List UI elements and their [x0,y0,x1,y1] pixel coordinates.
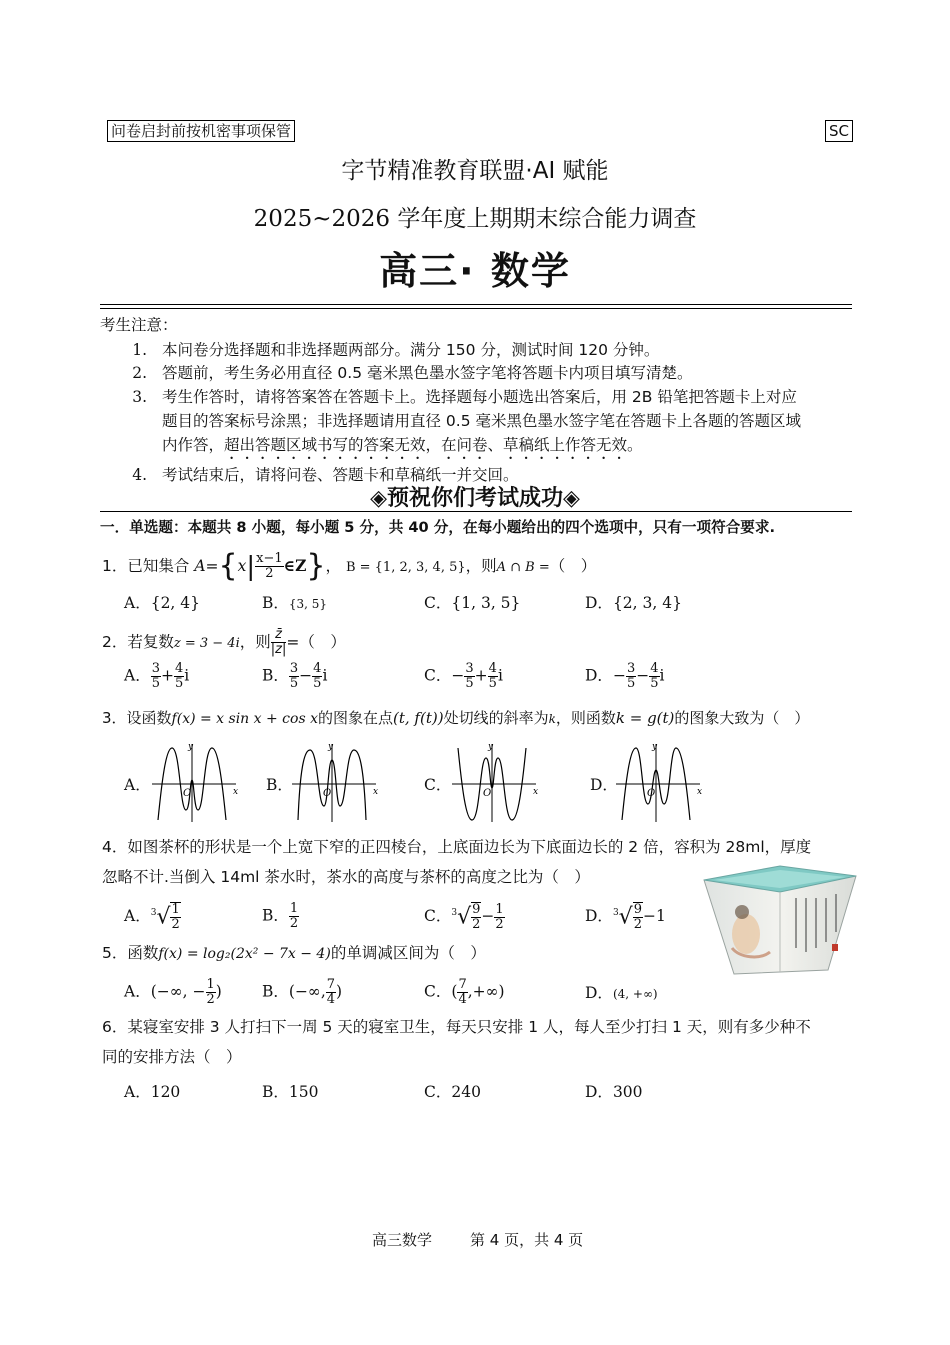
q2-option-a-n1: 3 [151,661,160,676]
q4-option-d-den: 2 [633,917,642,932]
q2-option-b-label: B． [262,666,289,685]
q2-stem [102,628,346,657]
q2-option-b-n1: 3 [289,661,299,676]
q5-option-d[interactable] [585,981,658,1003]
q4-option-a-label: A． [124,907,151,925]
blessing: ◈预祝你们考试成功◈ [370,486,580,511]
q4-option-c-num: 9 [472,902,481,917]
q5-option-b-label: B． [262,982,289,1001]
q6-option-c[interactable] [424,1080,481,1102]
q5-option-b-close: ) [336,982,343,1001]
note-text-3-plain: 内作答， [162,436,225,454]
q5-option-a-label: A． [124,982,151,1001]
q3-graph-c-x: x [533,787,539,797]
q5-option-c-close: ,+∞) [467,982,505,1001]
q4-option-c-den2: 2 [495,916,504,932]
q2-option-d-i: i [659,666,665,685]
q1-option-a[interactable] [124,591,200,613]
q4-stem-line2: 忽略不计.当倒入 14ml 茶水时，茶水的高度与茶杯的高度之比为（ ） [102,868,590,886]
q4-option-d-label: D． [585,907,613,925]
q4-option-b-label: B． [262,906,289,925]
q5-option-c-label: C． [424,982,452,1001]
q4-option-b-num: 1 [289,901,299,916]
q1-option-b-label: B． [262,594,289,612]
q2-option-b-op: − [299,666,313,685]
q1-option-a-value: {2, 4} [150,594,201,612]
q2-option-d-d2: 5 [650,676,659,691]
q1-option-d-value: {2, 3, 4} [612,594,682,612]
q4-option-d-num: 9 [633,902,642,917]
q4-option-c-root: 3 [451,907,458,918]
q5-option-c-num: 7 [458,977,467,992]
q3-graph-a-x: x [233,787,239,797]
q6-option-d-label: D． [585,1083,613,1101]
q5-option-a-den: 2 [206,992,215,1007]
subject-title: 高三· 数学 [379,249,571,293]
note-text-3-emphasis: 超出答题区域书写的答案无效，在问卷、草稿纸上作答无效。 [224,436,643,454]
q5-option-b-den: 4 [326,992,336,1007]
q2-option-b-i: i [322,666,328,685]
q2-option-d-label: D． [585,666,613,685]
q2-option-c-sign: − [451,666,465,685]
q1-set-a-x: x [237,557,247,575]
q5-func: f(x) = log₂(2x² − 7x − 4) [158,946,331,962]
secret-notice: 问卷启封前按机密事项保管 [107,120,295,142]
q3-tail: 的图象大致为（ ） [674,709,810,727]
q2-option-c-n1: 3 [465,661,474,676]
note-text-3-line2: 题目的答案标号涂黑；非选择题请用直径 0.5 毫米黑色墨水签字笔在答题卡上各题的答题区域 [162,412,802,430]
q2-z: z = 3 − 4i [173,636,240,651]
q3-option-c-label[interactable]: C． [424,776,452,794]
q5-prefix: 5．函数 [102,944,159,962]
q2-option-a[interactable] [124,662,189,691]
q2-option-c-i: i [497,666,503,685]
q4-option-d-tail: −1 [642,907,666,925]
q2-option-d[interactable] [585,662,664,691]
q1-mid: ，则 [465,557,497,575]
q2-option-b-d1: 5 [289,676,299,691]
q3-graph-d-x: x [697,787,703,797]
q4-option-c-den: 2 [472,917,481,932]
corner-code: SC [825,120,853,142]
q2-prefix: 2．若复数 [102,633,174,651]
q2-option-c-d2: 5 [488,676,497,691]
q3-func: f(x) = x sin x + cos x [171,711,318,727]
note-num-4: 4. [132,466,147,484]
note-num-3: 3. [132,388,147,406]
q2-option-c-d1: 5 [465,676,474,691]
q5-option-a-open: (−∞, − [150,982,206,1001]
q4-option-d[interactable]: D．$^3$√ $\frac{9}{2}$ −1 [585,902,666,932]
q3-kfunc: k = g(t) [615,709,675,727]
q1-option-c-label: C． [424,594,452,612]
q5-option-b-open: (−∞, [288,982,326,1001]
q1-prefix: 1．已知集合 [102,557,190,575]
q6-option-c-label: C． [424,1083,452,1101]
q5-option-a[interactable] [124,978,222,1007]
q6-option-b-label: B． [262,1083,289,1101]
q3-graph-a-origin: O [183,788,192,799]
q1-option-b-value: {3, 5} [288,597,328,611]
q1-expr: A ∩ B = [496,560,550,575]
q2-frac-den: |z| [270,642,287,657]
q6-option-d[interactable] [585,1080,643,1102]
q2-option-c-op: + [474,666,488,685]
footer-page: 第 4 页，共 4 页 [470,1231,584,1249]
q5-option-a-close: ) [215,982,222,1001]
q1-paren: （ ） [549,557,597,575]
q3-stem [102,707,809,730]
q3-option-d-label[interactable]: D． [590,776,618,794]
q2-option-a-d2: 5 [174,676,184,691]
q2-option-b-d2: 5 [313,676,322,691]
q5-tail: 的单调减区间为（ ） [330,944,486,962]
q2-option-c-n2: 4 [488,661,497,676]
q1-option-d[interactable] [585,591,682,613]
teacup-illustration [700,862,860,982]
q3-option-b-label[interactable]: B． [266,776,293,794]
q1-option-a-label: A． [124,594,151,612]
q1-set-a-num: x−1 [256,551,283,566]
q6-option-c-value: 240 [451,1083,481,1101]
note-num-2: 2. [132,364,147,382]
q2-option-b-n2: 4 [313,661,322,676]
q1-set-b: B = {1, 2, 3, 4, 5} [345,560,466,575]
q2-option-a-label: A． [124,666,151,685]
q2-option-d-n2: 4 [650,661,659,676]
q2-option-d-n1: 3 [626,661,636,676]
q3-mid3: ，则函数 [555,709,616,727]
q1-set-a-den: 2 [265,566,274,581]
note-num-1: 1. [132,341,147,359]
q4-option-b-den: 2 [289,916,299,931]
note-text-3-line1: 考生作答时，请将答案答在答题卡上。选择题每小题选出答案后，用 2B 铅笔把答题卡上对应 [162,388,797,406]
q3-graph-c-y: y [488,742,494,752]
q2-option-a-n2: 4 [174,661,184,676]
q2-mid: ，则 [239,633,271,651]
q4-option-a-den: 2 [171,917,180,932]
q4-option-d-root: 3 [612,907,619,918]
q3-option-a-label[interactable]: A． [124,776,151,794]
q2-option-a-i: i [184,666,190,685]
q4-option-c-num2: 1 [495,901,504,917]
q4-option-c-tail: − [481,907,495,925]
q4-option-a[interactable]: A．$^3$√ $\frac{1}{2}$ [124,902,180,932]
q5-option-c[interactable] [424,978,505,1007]
section-heading: 一．单选题：本题共 8 小题，每小题 5 分，共 40 分，在每小题给出的四个选项中，只有一项符合要求. [100,519,775,536]
q2-option-d-sign: − [612,666,626,685]
q3-graph-b-origin: O [323,788,332,799]
note-text-4: 考试结束后，请将问卷、答题卡和草稿纸一并交回。 [162,466,519,484]
q3-graph-a-y: y [188,742,194,752]
q3-graph-c[interactable] [448,740,540,824]
q3-graph-c-origin: O [483,788,492,799]
q4-stem-line1: 4．如图茶杯的形状是一个上宽下窄的正四棱台，上底面边长为下底面边长的 2 倍，容积为 28ml，厚度 [102,838,812,856]
q3-mid1: 的图象在点 [317,709,393,727]
q3-mid2: 处切线的斜率为 [443,709,549,727]
footer-subject: 高三数学 [372,1231,433,1249]
q2-frac-num: z̄ [271,628,287,643]
q2-option-c-label: C． [424,666,452,685]
q1-option-d-label: D． [585,594,613,612]
note-text-1: 本问卷分选择题和非选择题两部分。满分 150 分，测试时间 120 分钟。 [162,341,660,359]
q1-set-a-var: A [194,557,206,575]
header-rule-bottom [100,308,852,309]
q5-option-d-text: (4, +∞) [612,987,658,1001]
q1-stem: 1．已知集合 A={x| $\frac{x-1}{2}$ ∈Z}， B = {1, 2, 3, 4, 5}，则A ∩ B =（ ） [102,548,597,584]
q3-k: k [548,712,556,726]
q3-graph-b-y: y [328,742,334,752]
q5-option-c-open: ( [451,982,458,1001]
q4-option-c[interactable]: C．$^3$√ $\frac{9}{2}$ − $\frac{1}{2}$ [424,901,504,932]
q6-option-a[interactable] [124,1080,180,1102]
q4-option-c-label: C． [424,907,452,925]
q2-option-b[interactable] [262,662,327,691]
q6-option-a-label: A． [124,1083,151,1101]
note-text-3-line3 [162,434,643,463]
q3-graph-a[interactable] [148,740,240,824]
q4-option-a-num: 1 [171,902,180,917]
section-rule [100,511,852,512]
q1-set-a-tail: ∈Z [283,556,307,575]
q6-option-b-value: 150 [288,1083,319,1101]
org-title: 字节精准教育联盟·AI 赋能 [341,158,609,184]
header-rule-top [100,304,852,305]
q2-option-a-d1: 5 [151,676,160,691]
q5-option-b-num: 7 [326,977,336,992]
q1-option-b[interactable] [262,591,327,613]
q2-option-a-op: + [160,666,174,685]
q6-option-a-value: 120 [150,1083,181,1101]
q3-prefix: 3．设函数 [102,709,172,727]
q6-option-d-value: 300 [612,1083,643,1101]
q5-option-a-num: 1 [206,977,215,992]
q1-option-c[interactable] [424,591,520,613]
q3-graph-d-y: y [652,742,658,752]
q3-graph-d[interactable] [612,740,704,824]
q3-graph-d-origin: O [647,788,656,799]
q2-option-d-d1: 5 [626,676,636,691]
q6-option-b[interactable] [262,1080,318,1102]
q5-stem [102,942,486,965]
q5-option-d-label: D． [585,984,613,1002]
q2-tail: =（ ） [286,633,346,651]
q3-graph-b[interactable] [288,740,380,824]
notes-heading: 考生注意： [100,316,178,334]
q4-option-a-root: 3 [150,907,157,918]
q3-point: (t, f(t)) [393,709,444,727]
q5-option-c-den: 4 [458,992,467,1007]
q2-option-d-op: − [636,666,650,685]
q6-stem-line1: 6．某寝室安排 3 人打扫下一周 5 天的寝室卫生，每天只安排 1 人，每人至少打扫 1 天，则有多少种不 [102,1018,811,1036]
q2-option-c[interactable] [424,662,503,691]
q6-stem-line2: 同的安排方法（ ） [102,1048,242,1066]
q4-option-b[interactable] [262,902,299,931]
q1-option-c-value: {1, 3, 5} [451,594,521,612]
q5-option-b[interactable] [262,978,342,1007]
q3-graph-b-x: x [373,787,379,797]
exam-title: 2025~2026 学年度上期期末综合能力调查 [253,206,697,232]
note-text-2: 答题前，考生务必用直径 0.5 毫米黑色墨水签字笔将答题卡内项目填写清楚。 [162,364,693,382]
